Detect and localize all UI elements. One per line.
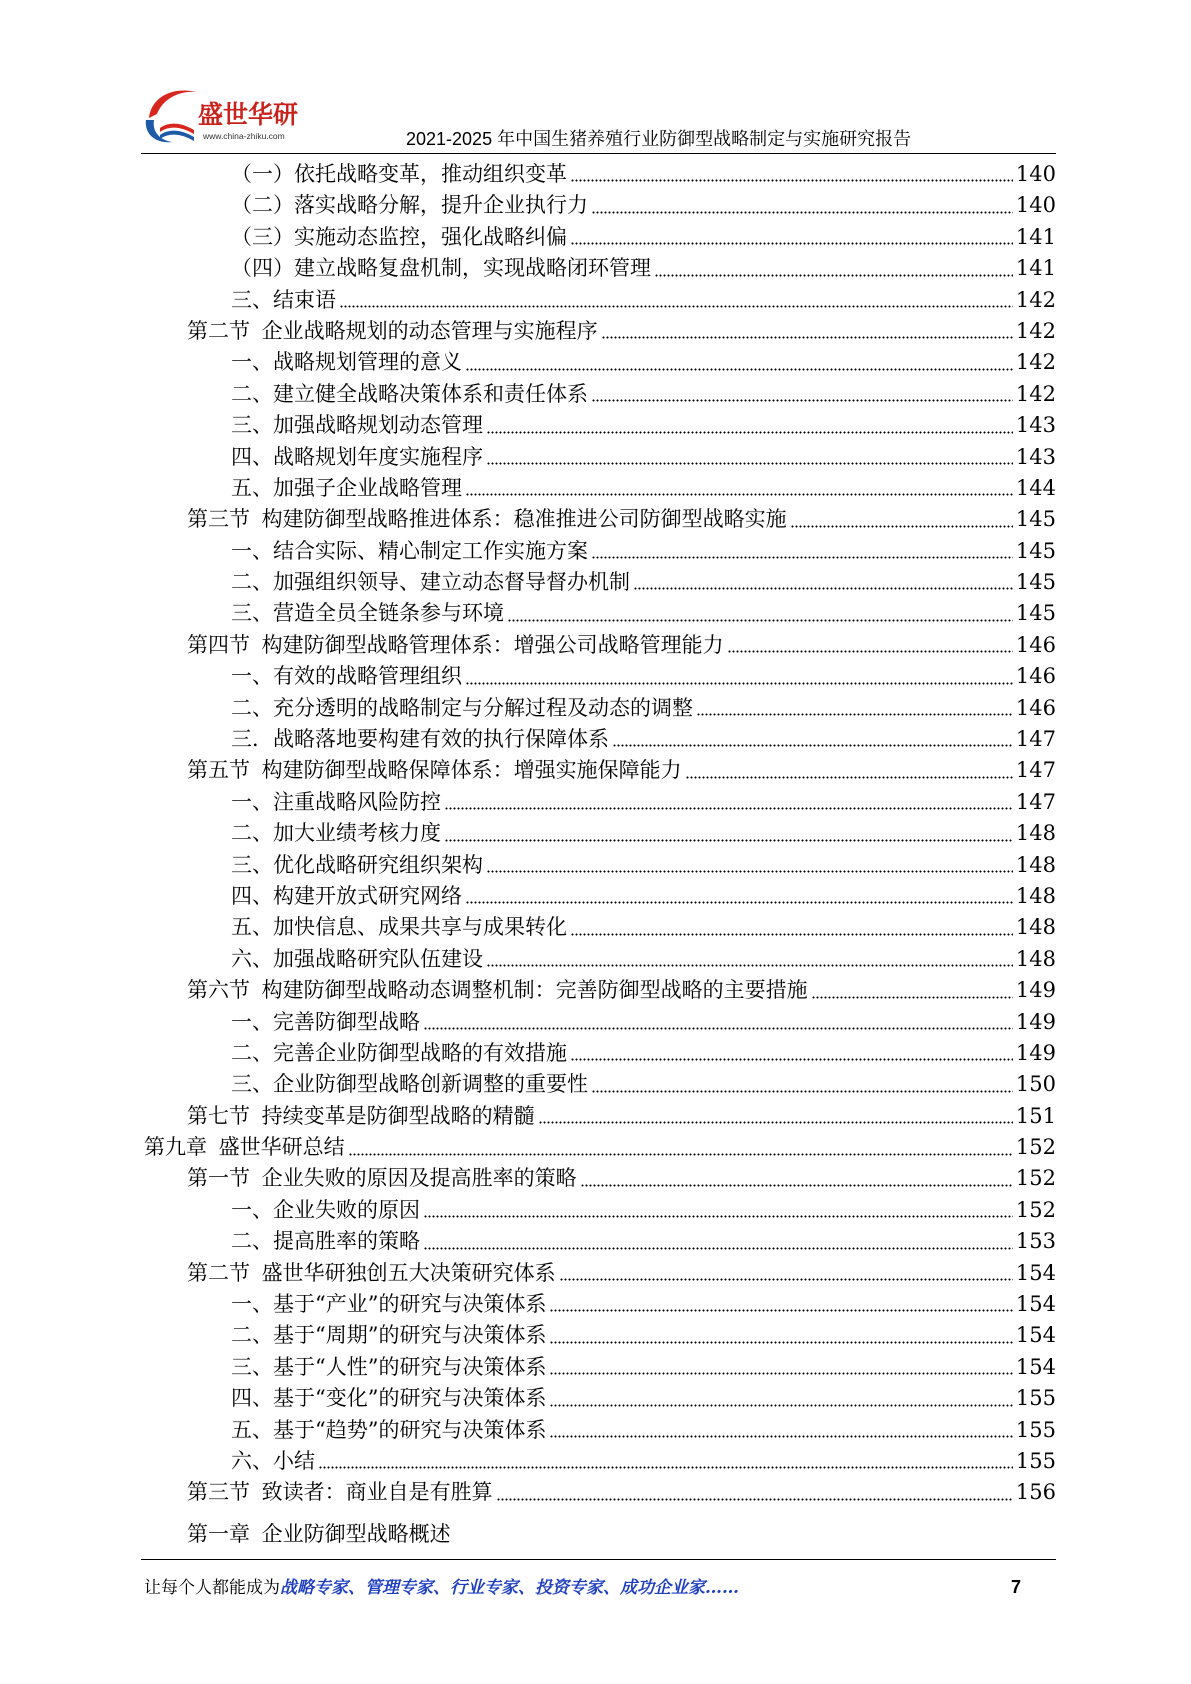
toc-page-number: 141 xyxy=(1015,256,1056,281)
toc-page-number: 152 xyxy=(1015,1166,1056,1191)
toc-entry-title: 一、战略规划管理的意义 xyxy=(231,350,462,375)
toc-entry[interactable] xyxy=(141,1101,1056,1132)
toc-entry[interactable] xyxy=(141,504,1056,535)
toc-page-number: 148 xyxy=(1015,883,1056,908)
toc-entry-title: 二、建立健全战略决策体系和责任体系 xyxy=(231,381,588,406)
toc-entry[interactable] xyxy=(141,316,1056,347)
toc-entry[interactable] xyxy=(141,630,1056,661)
toc-page-number: 155 xyxy=(1015,1449,1056,1473)
toc-page-number: 142 xyxy=(1015,287,1056,312)
toc-entry[interactable] xyxy=(141,1352,1056,1383)
toc-page-number: 147 xyxy=(1015,727,1056,752)
table-of-contents xyxy=(141,159,1056,1509)
toc-entry-title: 二、提高胜率的策略 xyxy=(231,1229,420,1254)
toc-dot-leader xyxy=(424,1247,1013,1250)
toc-entry-title: 六、小结 xyxy=(231,1449,315,1473)
chapter-heading: 第一章 企业防御型战略概述 xyxy=(187,1522,451,1546)
toc-page-number: 142 xyxy=(1015,318,1056,343)
toc-page-number: 144 xyxy=(1015,475,1056,500)
toc-page-number: 155 xyxy=(1015,1417,1056,1442)
toc-dot-leader xyxy=(319,1466,1013,1469)
toc-dot-leader xyxy=(445,839,1013,842)
toc-entry[interactable] xyxy=(141,724,1056,755)
toc-entry-title: 五、加快信息、成果共享与成果转化 xyxy=(231,915,567,940)
toc-page-number: 148 xyxy=(1015,946,1056,971)
toc-dot-leader xyxy=(550,1435,1012,1438)
toc-entry[interactable] xyxy=(141,975,1056,1006)
toc-entry-title: （三）实施动态监控，强化战略纠偏 xyxy=(231,224,567,249)
toc-page-number: 146 xyxy=(1015,695,1056,720)
toc-dot-leader xyxy=(592,211,1013,214)
toc-dot-leader xyxy=(592,1090,1013,1093)
toc-page-number: 148 xyxy=(1015,915,1056,940)
toc-entry-title: 五、基于“趋势”的研究与决策体系 xyxy=(231,1417,547,1442)
toc-entry[interactable] xyxy=(141,1258,1056,1289)
toc-entry[interactable] xyxy=(141,661,1056,692)
toc-page-number: 148 xyxy=(1015,852,1056,877)
toc-entry-title: 第二节 盛世华研独创五大决策研究体系 xyxy=(187,1260,556,1285)
toc-entry[interactable] xyxy=(141,1069,1056,1100)
toc-entry-title: 一、完善防御型战略 xyxy=(231,1009,420,1034)
toc-dot-leader xyxy=(613,744,1013,747)
toc-entry[interactable] xyxy=(141,1383,1056,1414)
toc-entry-title: 第四节 构建防御型战略管理体系：增强公司战略管理能力 xyxy=(187,632,724,657)
toc-dot-leader xyxy=(581,1184,1013,1187)
toc-page-number: 153 xyxy=(1015,1229,1056,1254)
toc-dot-leader xyxy=(487,964,1013,967)
toc-entry-title: 四、基于“变化”的研究与决策体系 xyxy=(231,1386,547,1411)
toc-entry[interactable] xyxy=(141,285,1056,316)
toc-dot-leader xyxy=(728,650,1013,653)
toc-entry[interactable] xyxy=(141,693,1056,724)
toc-entry[interactable] xyxy=(141,1226,1056,1257)
toc-dot-leader xyxy=(571,933,1013,936)
toc-dot-leader xyxy=(697,713,1013,716)
toc-dot-leader xyxy=(571,179,1013,182)
toc-page-number: 143 xyxy=(1015,444,1056,469)
toc-dot-leader xyxy=(571,242,1013,245)
toc-dot-leader xyxy=(602,336,1013,339)
toc-dot-leader xyxy=(686,776,1013,779)
toc-entry-title: 二、加强组织领导、建立动态督导督办机制 xyxy=(231,570,630,595)
toc-entry-title: 三、营造全员全链条参与环境 xyxy=(231,601,504,626)
toc-entry-title: （二）落实战略分解，提升企业执行力 xyxy=(231,193,588,218)
toc-entry-title: 第九章 盛世华研总结 xyxy=(144,1135,345,1160)
toc-dot-leader xyxy=(634,587,1013,590)
toc-entry-title: 三、加强战略规划动态管理 xyxy=(231,413,483,438)
toc-dot-leader xyxy=(340,305,1013,308)
toc-page-number: 140 xyxy=(1015,161,1056,186)
toc-dot-leader xyxy=(487,870,1013,873)
header-divider xyxy=(141,153,1056,154)
toc-entry-title: 三、基于“人性”的研究与决策体系 xyxy=(231,1354,547,1379)
toc-page-number: 154 xyxy=(1015,1354,1056,1379)
toc-page-number: 152 xyxy=(1015,1135,1056,1160)
toc-entry-title: 三、结束语 xyxy=(231,287,336,312)
toc-entry[interactable] xyxy=(141,347,1056,378)
toc-entry[interactable] xyxy=(141,1132,1056,1163)
toc-dot-leader xyxy=(424,1027,1013,1030)
toc-entry[interactable] xyxy=(141,536,1056,567)
toc-entry-title: 四、战略规划年度实施程序 xyxy=(231,444,483,469)
toc-entry[interactable] xyxy=(141,1415,1056,1446)
toc-entry[interactable] xyxy=(141,222,1056,253)
toc-dot-leader xyxy=(550,1341,1012,1344)
footer-slogan xyxy=(144,1577,739,1599)
toc-page-number: 148 xyxy=(1015,821,1056,846)
toc-entry[interactable] xyxy=(141,850,1056,881)
toc-page-number: 155 xyxy=(1015,1386,1056,1411)
toc-entry-title: （一）依托战略变革，推动组织变革 xyxy=(231,161,567,186)
toc-entry[interactable] xyxy=(141,1195,1056,1226)
toc-entry-title: 第七节 持续变革是防御型战略的精髓 xyxy=(187,1103,535,1128)
toc-dot-leader xyxy=(655,274,1013,277)
toc-dot-leader xyxy=(560,1278,1013,1281)
toc-entry-title: 第三节 致读者：商业自是有胜算 xyxy=(187,1480,493,1505)
toc-page-number: 140 xyxy=(1015,193,1056,218)
toc-dot-leader xyxy=(571,1058,1013,1061)
toc-entry[interactable] xyxy=(141,567,1056,598)
toc-entry-title: 一、结合实际、精心制定工作实施方案 xyxy=(231,538,588,563)
toc-entry[interactable] xyxy=(141,410,1056,441)
toc-dot-leader xyxy=(466,682,1013,685)
toc-entry-title: 一、企业失败的原因 xyxy=(231,1197,420,1222)
toc-entry[interactable] xyxy=(141,1038,1056,1069)
toc-entry[interactable] xyxy=(141,818,1056,849)
toc-dot-leader xyxy=(487,462,1013,465)
toc-entry-title: 一、有效的战略管理组织 xyxy=(231,664,462,689)
toc-page-number: 147 xyxy=(1015,789,1056,814)
toc-entry[interactable] xyxy=(141,473,1056,504)
toc-page-number: 150 xyxy=(1015,1072,1056,1097)
toc-dot-leader xyxy=(592,399,1013,402)
toc-page-number: 154 xyxy=(1015,1323,1056,1348)
toc-dot-leader xyxy=(424,1215,1013,1218)
toc-dot-leader xyxy=(466,368,1013,371)
toc-dot-leader xyxy=(791,525,1013,528)
toc-entry-title: 第五节 构建防御型战略保障体系：增强实施保障能力 xyxy=(187,758,682,783)
toc-entry-title: 三、企业防御型战略创新调整的重要性 xyxy=(231,1072,588,1097)
toc-page-number: 145 xyxy=(1015,538,1056,563)
toc-entry[interactable] xyxy=(141,598,1056,629)
toc-entry-title: 二、加大业绩考核力度 xyxy=(231,821,441,846)
toc-page-number: 142 xyxy=(1015,381,1056,406)
page-number: 7 xyxy=(1011,1577,1022,1597)
toc-dot-leader xyxy=(592,556,1013,559)
toc-entry[interactable] xyxy=(141,1446,1056,1477)
toc-entry-title: 一、基于“产业”的研究与决策体系 xyxy=(231,1292,547,1317)
company-logo-icon xyxy=(141,84,201,146)
toc-dot-leader xyxy=(812,996,1013,999)
toc-dot-leader xyxy=(445,807,1013,810)
toc-entry[interactable] xyxy=(141,1320,1056,1351)
slogan-prefix: 让每个人都能成为 xyxy=(144,1578,280,1598)
toc-dot-leader xyxy=(466,901,1013,904)
slogan-highlight: 战略专家、管理专家、行业专家、投资专家、成功企业家…… xyxy=(280,1578,739,1598)
toc-page-number: 146 xyxy=(1015,664,1056,689)
toc-dot-leader xyxy=(466,493,1013,496)
toc-page-number: 154 xyxy=(1015,1260,1056,1285)
toc-entry[interactable] xyxy=(141,379,1056,410)
toc-entry[interactable] xyxy=(141,1477,1056,1508)
footer-divider xyxy=(141,1559,1056,1560)
toc-page-number: 149 xyxy=(1015,1040,1056,1065)
toc-entry[interactable] xyxy=(141,944,1056,975)
toc-entry[interactable] xyxy=(141,912,1056,943)
toc-page-number: 146 xyxy=(1015,632,1056,657)
toc-page-number: 145 xyxy=(1015,601,1056,626)
toc-entry[interactable] xyxy=(141,1289,1056,1320)
toc-page-number: 147 xyxy=(1015,758,1056,783)
toc-entry-title: 第二节 企业战略规划的动态管理与实施程序 xyxy=(187,318,598,343)
toc-page-number: 149 xyxy=(1015,978,1056,1003)
toc-entry[interactable] xyxy=(141,442,1056,473)
toc-dot-leader xyxy=(550,1309,1012,1312)
toc-page-number: 156 xyxy=(1015,1480,1056,1505)
toc-entry-title: 第三节 构建防御型战略推进体系：稳准推进公司防御型战略实施 xyxy=(187,507,787,532)
toc-entry-title: 六、加强战略研究队伍建设 xyxy=(231,946,483,971)
toc-page-number: 149 xyxy=(1015,1009,1056,1034)
toc-entry[interactable] xyxy=(141,190,1056,221)
toc-entry-title: 二、充分透明的战略制定与分解过程及动态的调整 xyxy=(231,695,693,720)
toc-entry-title: 三．战略落地要构建有效的执行保障体系 xyxy=(231,727,609,752)
toc-entry[interactable] xyxy=(141,1164,1056,1195)
toc-page-number: 151 xyxy=(1015,1103,1056,1128)
toc-entry-title: 第一节 企业失败的原因及提高胜率的策略 xyxy=(187,1166,577,1191)
toc-entry-title: 四、构建开放式研究网络 xyxy=(231,883,462,908)
toc-page-number: 142 xyxy=(1015,350,1056,375)
toc-entry-title: 一、注重战略风险防控 xyxy=(231,789,441,814)
toc-entry[interactable] xyxy=(141,253,1056,284)
toc-entry-title: 第六节 构建防御型战略动态调整机制：完善防御型战略的主要措施 xyxy=(187,978,808,1003)
toc-entry[interactable] xyxy=(141,159,1056,190)
toc-entry-title: 二、基于“周期”的研究与决策体系 xyxy=(231,1323,547,1348)
toc-dot-leader xyxy=(349,1153,1013,1156)
toc-dot-leader xyxy=(550,1404,1012,1407)
toc-entry-title: （四）建立战略复盘机制，实现战略闭环管理 xyxy=(231,256,651,281)
toc-page-number: 152 xyxy=(1015,1197,1056,1222)
toc-dot-leader xyxy=(487,431,1013,434)
toc-entry-title: 三、优化战略研究组织架构 xyxy=(231,852,483,877)
toc-entry-title: 二、完善企业防御型战略的有效措施 xyxy=(231,1040,567,1065)
toc-dot-leader xyxy=(550,1372,1012,1375)
logo-website: www.china-zhiku.com xyxy=(203,131,285,141)
toc-entry[interactable] xyxy=(141,755,1056,786)
toc-page-number: 143 xyxy=(1015,413,1056,438)
toc-dot-leader xyxy=(497,1498,1013,1501)
toc-dot-leader xyxy=(508,619,1013,622)
report-title: 2021-2025 年中国生猪养殖行业防御型战略制定与实施研究报告 xyxy=(406,129,912,149)
toc-entry[interactable] xyxy=(141,787,1056,818)
toc-page-number: 154 xyxy=(1015,1292,1056,1317)
toc-page-number: 145 xyxy=(1015,507,1056,532)
toc-entry-title: 五、加强子企业战略管理 xyxy=(231,475,462,500)
toc-page-number: 145 xyxy=(1015,570,1056,595)
toc-dot-leader xyxy=(539,1121,1013,1124)
toc-entry[interactable] xyxy=(141,881,1056,912)
toc-entry[interactable] xyxy=(141,1007,1056,1038)
logo-wordmark: 盛世华研 xyxy=(198,100,299,129)
toc-page-number: 141 xyxy=(1015,224,1056,249)
